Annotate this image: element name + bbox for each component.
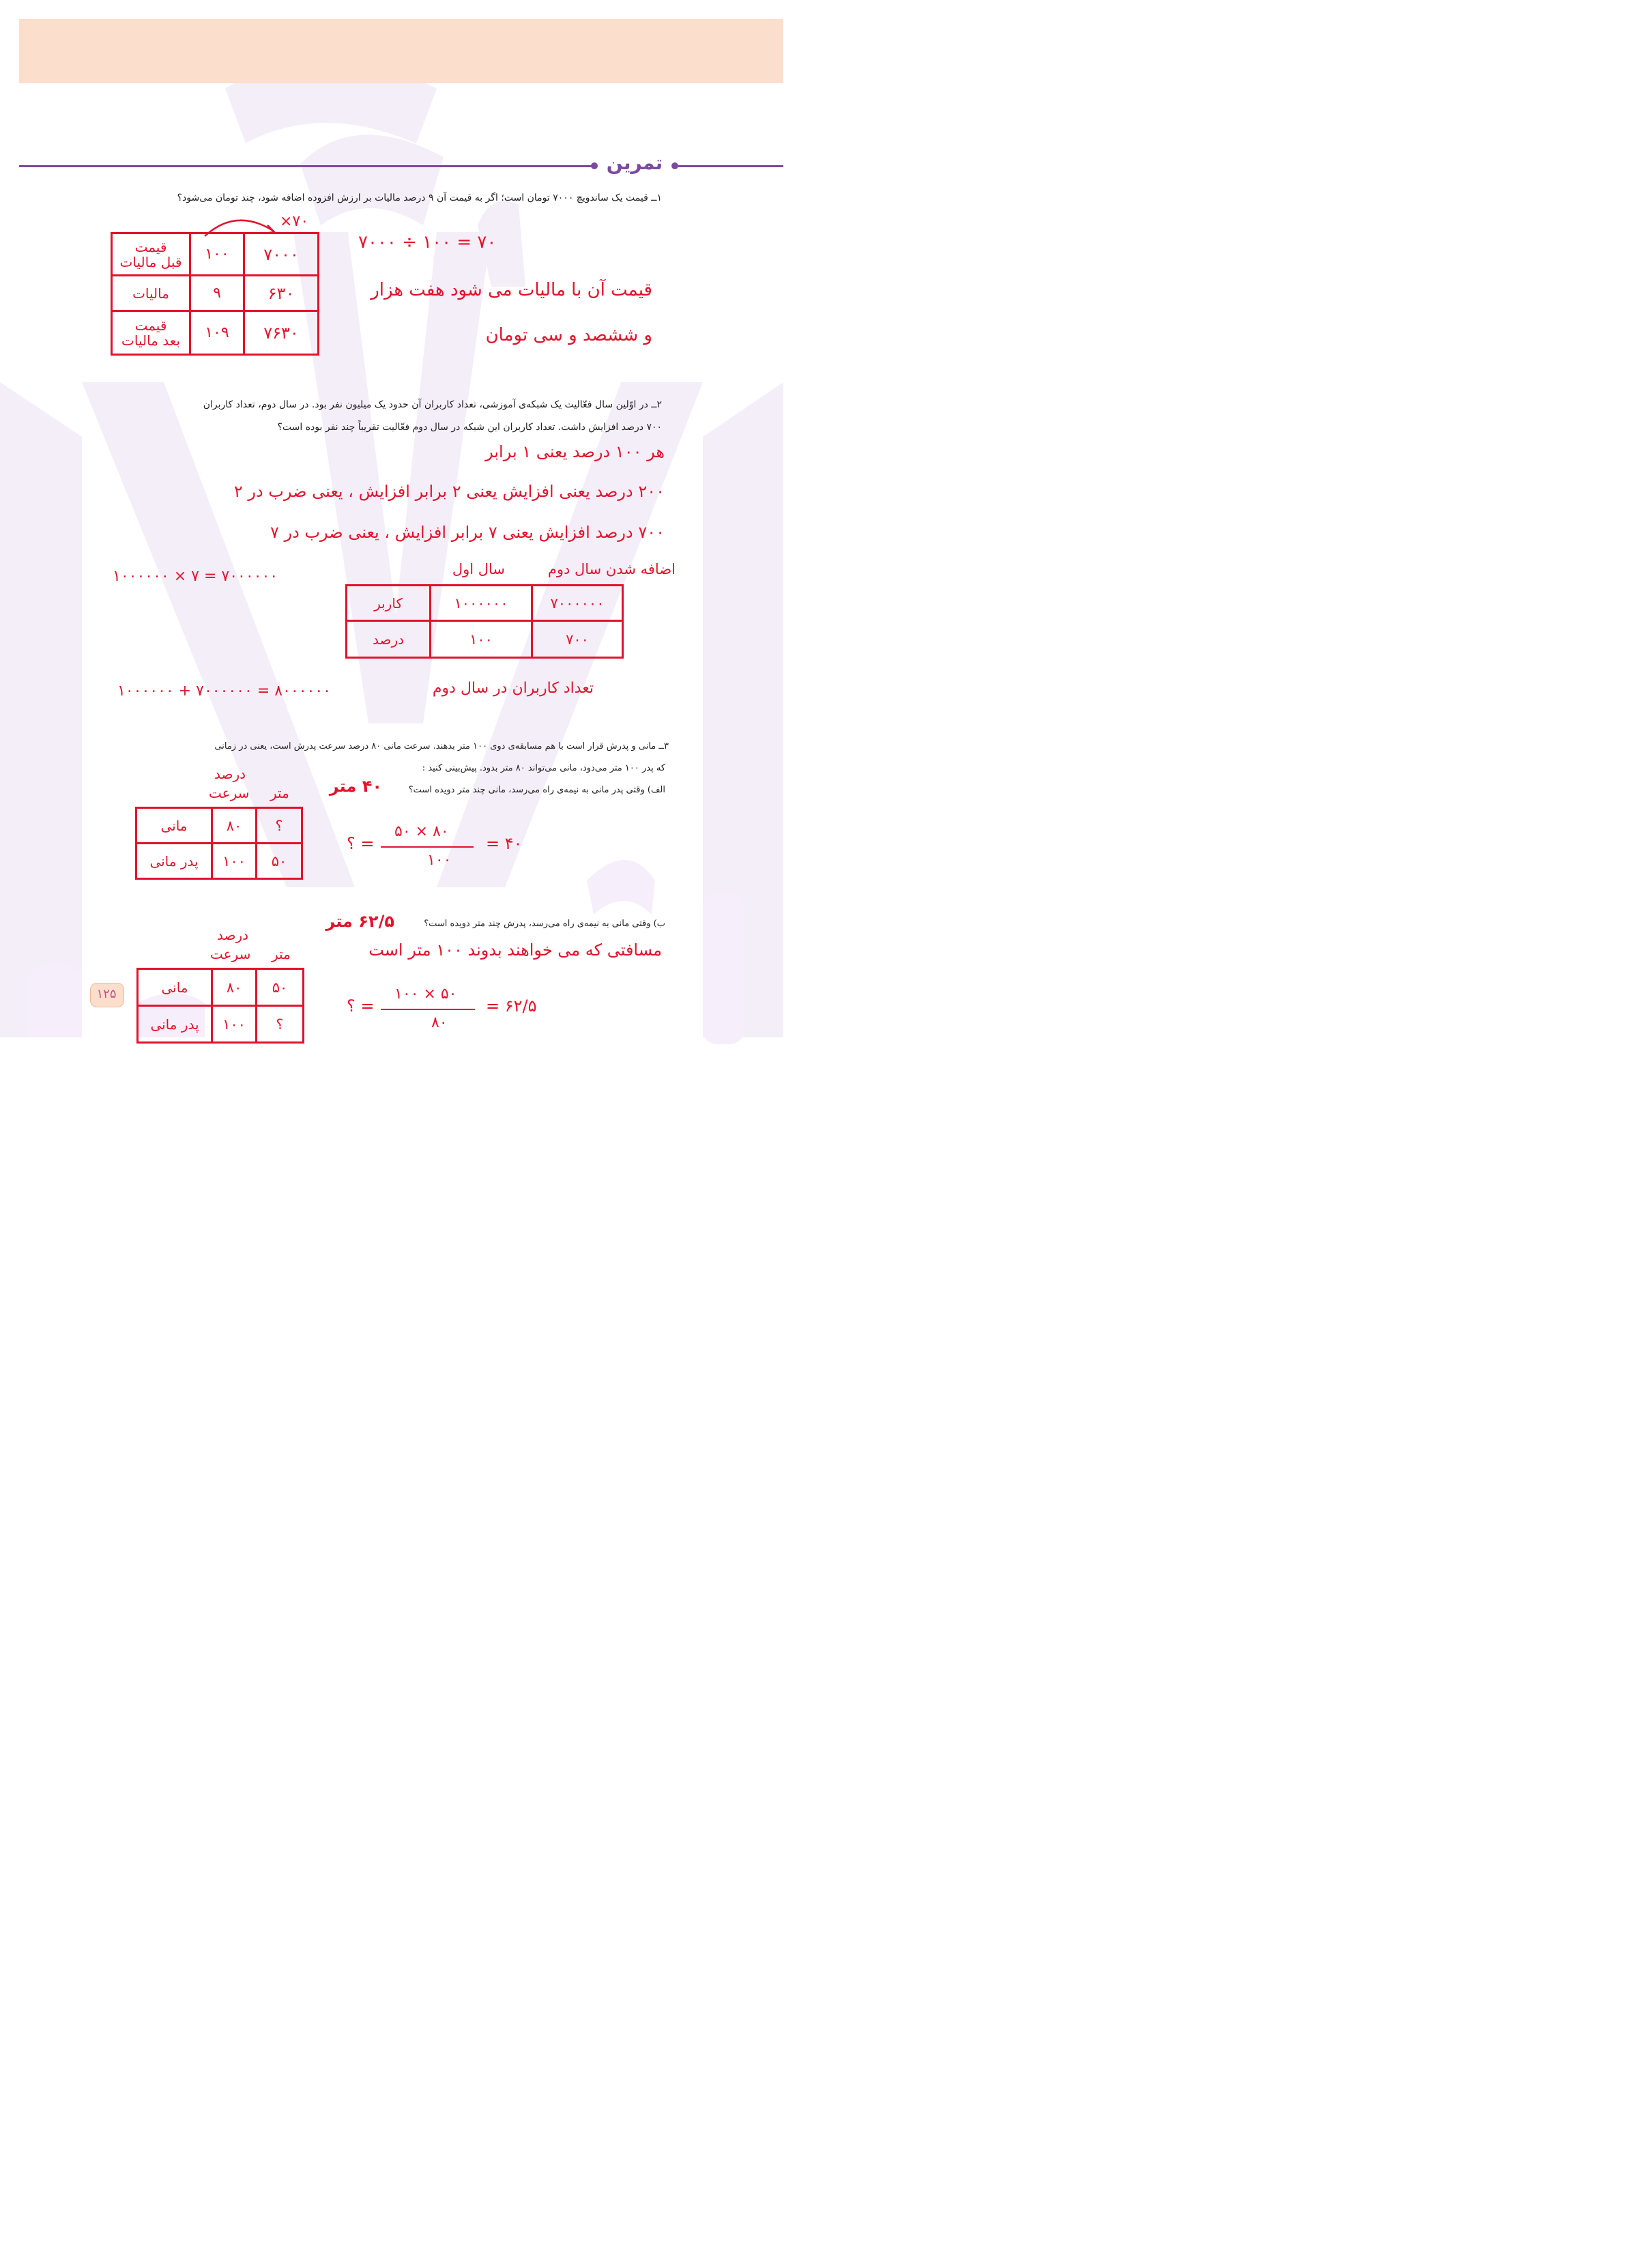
page-number: ۱۲۵ bbox=[96, 987, 117, 1001]
q3-text-line2: که پدر ۱۰۰ متر می‌دود، مانی می‌تواند ۸۰ متر بدود. پیش‌بینی کنید : bbox=[422, 763, 665, 773]
q3a-frac-den: ۱۰۰ bbox=[427, 852, 452, 869]
q1-cell-percent: ۹ bbox=[190, 276, 244, 311]
q3b-frac-line bbox=[381, 1009, 475, 1010]
q3a-cell-name: پدر مانی bbox=[136, 844, 212, 879]
q1-cell-value: ۷۶۳۰ bbox=[244, 311, 319, 355]
section-title: تمرین bbox=[606, 152, 663, 174]
q3b-header-meter: متر bbox=[272, 946, 291, 962]
q3b-cell-speed: ۱۰۰ bbox=[212, 1006, 257, 1043]
q1-cell-percent: ۱۰۰ bbox=[190, 233, 244, 276]
q2-cell-label: درصد bbox=[347, 621, 431, 658]
q1-table bbox=[111, 232, 319, 356]
q2-header-first: سال اول bbox=[452, 561, 505, 577]
q1-cell-label: قیمت قبل مالیات bbox=[112, 233, 190, 276]
q2-cell-first-year: ۱۰۰۰۰۰۰ bbox=[431, 586, 532, 621]
q2-note2: ۲۰۰ درصد یعنی افزایش یعنی ۲ برابر افزایش ، یعنی ضرب در ۲ bbox=[233, 482, 665, 501]
q2-header-added: اضافه شدن سال دوم bbox=[547, 561, 676, 577]
q1-answer-line2: و ششصد و سی تومان bbox=[485, 325, 652, 345]
q2-note3: ۷۰۰ درصد افزایش یعنی ۷ برابر افزایش ، یعنی ضرب در ۷ bbox=[270, 523, 665, 542]
q3a-header-meter: متر bbox=[270, 785, 289, 801]
q2-result-label: تعداد کاربران در سال دوم bbox=[432, 680, 594, 697]
q3b-cell-speed: ۸۰ bbox=[212, 969, 257, 1006]
q2-calc1: ۱۰۰۰۰۰۰ × ۷ = ۷۰۰۰۰۰۰ bbox=[113, 568, 278, 585]
q2-result-calc: ۱۰۰۰۰۰۰ + ۷۰۰۰۰۰۰ = ۸۰۰۰۰۰۰ bbox=[117, 682, 331, 700]
q3a-frac-res: = ۴۰ bbox=[486, 834, 523, 853]
q2-cell-first-year: ۱۰۰ bbox=[431, 621, 532, 658]
q3-part-b-answer: ۶۲/۵ متر bbox=[325, 912, 394, 931]
q1-text: ۱ــ قیمت یک ساندویچ ۷۰۰۰ تومان است؛ اگر به قیمت آن ۹ درصد مالیات بر ارزش افزوده اضافه شود، چند تومان می‌شود؟ bbox=[177, 192, 662, 203]
q3b-frac-q: ؟ = bbox=[347, 996, 375, 1016]
q3b-table bbox=[136, 968, 304, 1044]
q1-cell-label: قیمت بعد مالیات bbox=[112, 311, 190, 355]
q2-cell-second-year: ۷۰۰ bbox=[532, 621, 623, 658]
q3b-frac-den: ۸۰ bbox=[431, 1014, 448, 1031]
q3-part-a-answer: ۴۰ متر bbox=[329, 777, 382, 796]
section-rule-right bbox=[678, 165, 783, 167]
q3b-header-percent: درصد bbox=[217, 927, 249, 943]
q2-cell-label: کاربر bbox=[347, 586, 431, 621]
q3-part-b-note: مسافتی که می خواهند بدوند ۱۰۰ متر است bbox=[368, 940, 662, 960]
section-dot-left bbox=[591, 162, 598, 169]
q3b-frac-res: = ۶۲/۵ bbox=[486, 996, 537, 1016]
q3a-table bbox=[135, 807, 303, 880]
q3-text-line1: ۳ــ مانی و پدرش قرار است با هم مسابقه‌ی دوی ۱۰۰ متر بدهند. سرعت مانی ۸۰ درصد سرعت پدرش است، یعنی در زمانی bbox=[214, 741, 669, 751]
q3b-cell-name: مانی bbox=[138, 969, 212, 1006]
q3b-cell-name: پدر مانی bbox=[138, 1006, 212, 1043]
q3a-cell-meter: ۵۰ bbox=[257, 844, 302, 879]
q1-cell-value: ۷۰۰۰ bbox=[244, 233, 319, 276]
q1-answer-line1: قیمت آن با مالیات می شود هفت هزار bbox=[371, 280, 652, 300]
q3-part-b: ب) وقتی مانی به نیمه‌ی راه می‌رسد، پدرش چند متر دویده است؟ bbox=[424, 919, 665, 929]
q3a-cell-name: مانی bbox=[136, 808, 212, 844]
q3a-cell-speed: ۱۰۰ bbox=[212, 844, 257, 879]
q3b-frac-num: ۱۰۰ × ۵۰ bbox=[394, 986, 457, 1003]
q3a-header-speed: سرعت bbox=[209, 785, 250, 801]
q2-table bbox=[345, 584, 624, 659]
q3a-frac-line bbox=[381, 846, 474, 848]
section-dot-right bbox=[671, 162, 678, 169]
q3a-cell-speed: ۸۰ bbox=[212, 808, 257, 844]
q3b-cell-meter: ۵۰ bbox=[257, 969, 304, 1006]
q2-note1: هر ۱۰۰ درصد یعنی ۱ برابر bbox=[485, 442, 665, 461]
q2-text-line1: ۲ــ در اوّلین سال فعّالیت یک شبکه‌ی آموزشی، تعداد کاربران آن حدود یک میلیون نفر بود. در سال دوم، تعداد کاربران bbox=[203, 399, 662, 410]
q3a-cell-meter: ؟ bbox=[257, 808, 302, 844]
q3a-frac-num: ۵۰ × ۸۰ bbox=[394, 823, 449, 840]
section-rule bbox=[19, 165, 592, 167]
q3b-cell-meter: ؟ bbox=[257, 1006, 304, 1043]
q1-cell-value: ۶۳۰ bbox=[244, 276, 319, 311]
q2-cell-second-year: ۷۰۰۰۰۰۰ bbox=[532, 586, 623, 621]
q1-arrow-label: ×۷۰ bbox=[280, 213, 309, 230]
q3a-frac-q: ؟ = bbox=[347, 834, 375, 853]
q1-cell-percent: ۱۰۹ bbox=[190, 311, 244, 355]
q3-part-a: الف) وقتی پدر مانی به نیمه‌ی راه می‌رسد، مانی چند متر دویده است؟ bbox=[408, 785, 665, 795]
header-band bbox=[19, 19, 783, 83]
q1-cell-label: مالیات bbox=[112, 276, 190, 311]
q2-text-line2: ۷۰۰ درصد افزایش داشت. تعداد کاربران این شبکه در سال دوم فعّالیت تقریباً چند نفر بوده است؟ bbox=[277, 422, 662, 433]
q1-calc: ۷۰۰۰ ÷ ۱۰۰ = ۷۰ bbox=[358, 232, 497, 253]
q3b-header-speed: سرعت bbox=[210, 946, 251, 962]
q3a-header-percent: درصد bbox=[214, 766, 246, 782]
